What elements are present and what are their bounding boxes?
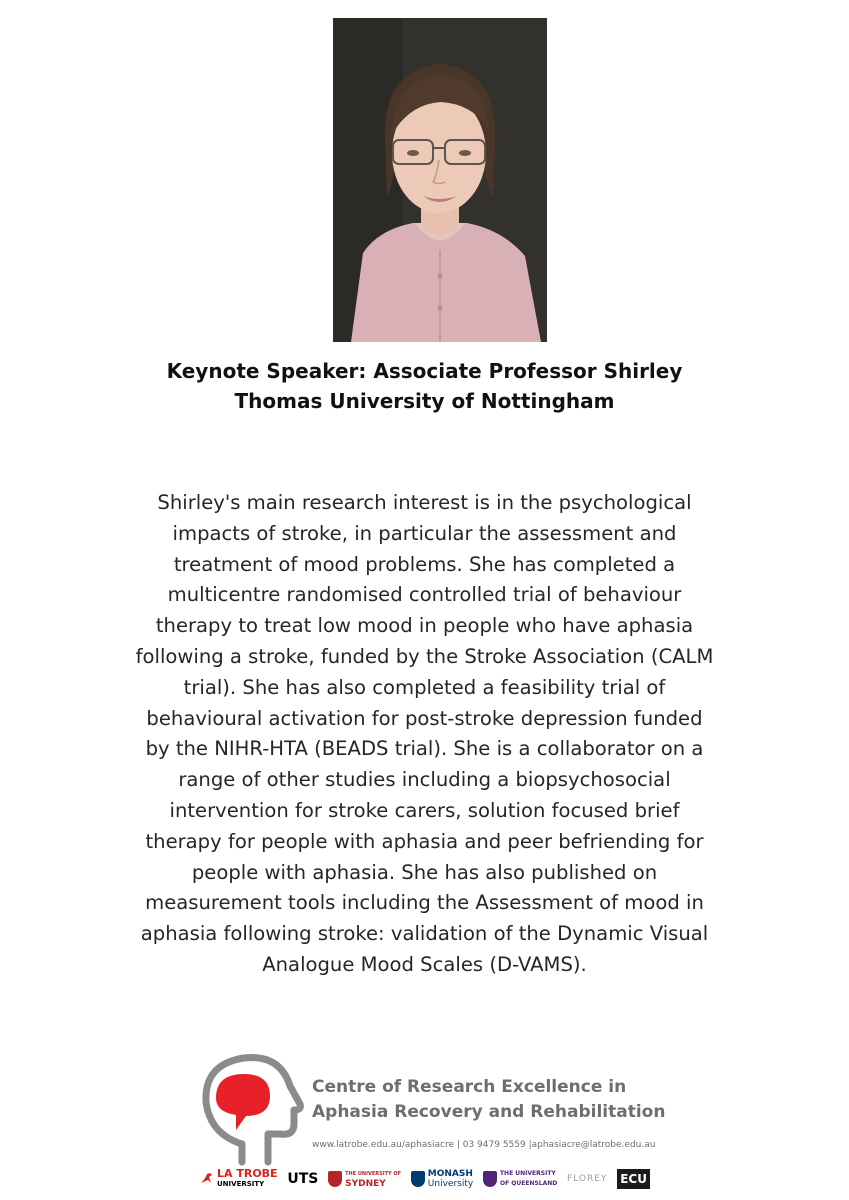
bio-line: therapy to treat low mood in people who have aphasia	[155, 614, 694, 638]
uts-name: UTS	[287, 1171, 319, 1187]
bio-line: behavioural activation for post-stroke depression funded	[146, 706, 703, 730]
uq-logo	[483, 1169, 557, 1189]
monash-crest-icon	[411, 1171, 425, 1187]
latrobe-logo	[200, 1169, 278, 1189]
bio-line: measurement tools including the Assessment of mood in	[145, 891, 704, 915]
keynote-heading-line2: Thomas University of Nottingham	[234, 389, 615, 413]
uq-name: OF QUEENSLAND	[499, 1180, 558, 1187]
bio-line: intervention for stroke carers, solution focused brief	[169, 798, 680, 822]
bio-line: Shirley's main research interest is in the psychological	[157, 491, 692, 514]
uts-logo	[287, 1171, 319, 1187]
centre-name	[312, 1075, 672, 1125]
kangaroo-icon	[200, 1172, 214, 1186]
florey-name: FLOREY	[567, 1174, 608, 1184]
bio-line: multicentre randomised controlled trial of behaviour	[167, 583, 682, 607]
bio-line: impacts of stroke, in particular the assessment and	[172, 521, 677, 545]
bio-line: therapy for people with aphasia and peer befriending for	[145, 829, 704, 853]
bio-line: aphasia following stroke: validation of the Dynamic Visual	[140, 922, 709, 946]
contact-details: www.latrobe.edu.au/aphasiacre | 03 9479 5559 |aphasiacre@latrobe.edu.au	[312, 1140, 656, 1150]
sydney-crest-icon	[328, 1171, 342, 1187]
monash-sub: University	[427, 1179, 474, 1189]
bio-line: range of other studies including a biopsychosocial	[178, 768, 671, 792]
sydney-logo	[328, 1169, 401, 1189]
sydney-name: SYDNEY	[345, 1179, 386, 1189]
speaker-photo	[333, 18, 547, 342]
sydney-top: THE UNIVERSITY OF	[345, 1171, 402, 1177]
monash-name: MONASH	[427, 1169, 473, 1179]
keynote-heading	[40, 356, 809, 416]
centre-name-line2: Aphasia Recovery and Rehabilitation	[312, 1102, 666, 1122]
partner-logos	[200, 1166, 650, 1192]
cre-head-logo	[196, 1052, 316, 1168]
latrobe-name: LA TROBE	[217, 1167, 278, 1180]
latrobe-sub: UNIVERSITY	[217, 1180, 265, 1188]
uq-top: THE UNIVERSITY	[499, 1170, 556, 1177]
speaker-bio	[96, 488, 753, 981]
ecu-logo	[617, 1169, 650, 1189]
bio-line: following a stroke, funded by the Stroke Association (CALM	[135, 644, 714, 668]
bio-line: trial). She has also completed a feasibility trial of	[183, 675, 666, 699]
monash-logo	[411, 1169, 473, 1189]
bio-line: Analogue Mood Scales (D-VAMS).	[262, 952, 587, 976]
bio-line: by the NIHR-HTA (BEADS trial). She is a collaborator on a	[145, 737, 704, 761]
keynote-heading-line1: Keynote Speaker: Associate Professor Shirley	[166, 359, 683, 383]
bio-line: treatment of mood problems. She has completed a	[173, 552, 676, 576]
florey-logo	[567, 1174, 607, 1184]
centre-name-line1: Centre of Research Excellence in	[312, 1077, 627, 1097]
bio-line: people with aphasia. She has also published on	[191, 860, 658, 884]
uq-crest-icon	[483, 1171, 497, 1187]
ecu-name: ECU	[620, 1172, 647, 1186]
